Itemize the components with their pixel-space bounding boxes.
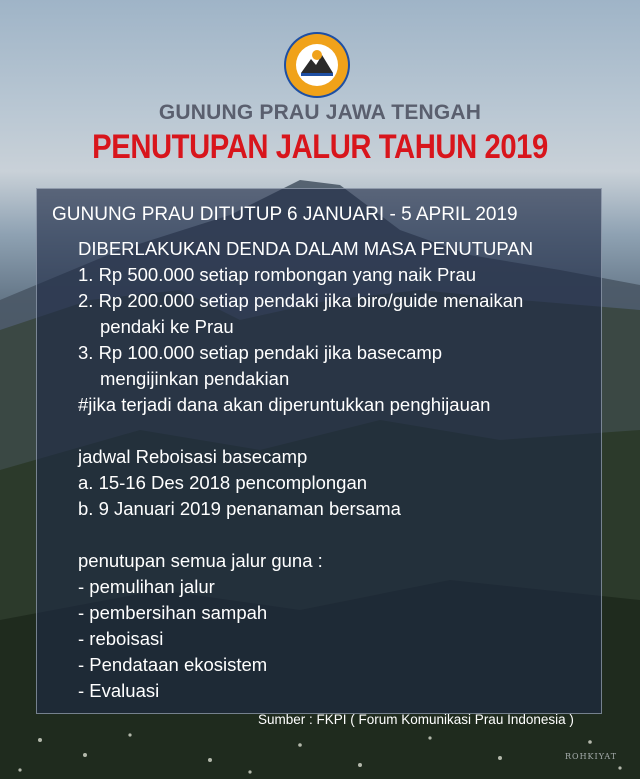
fine-item-2-continued: pendaki ke Prau: [100, 316, 234, 337]
closure-dates-heading: GUNUNG PRAU DITUTUP 6 JANUARI - 5 APRIL 2019: [52, 204, 518, 225]
reforestation-item-a: a. 15-16 Des 2018 pencomplongan: [78, 472, 368, 493]
reforestation-heading: jadwal Reboisasi basecamp: [78, 446, 308, 467]
source-credit: Sumber : FKPI ( Forum Komunikasi Prau Indonesia ): [258, 712, 574, 727]
fine-item-2: 2. Rp 200.000 setiap pendaki jika biro/guide menaikan: [78, 290, 524, 311]
gunung-prau-logo: [283, 31, 351, 99]
reforestation-item-b: b. 9 Januari 2019 penanaman bersama: [78, 498, 401, 519]
purpose-item: - reboisasi: [78, 628, 164, 649]
fines-heading: DIBERLAKUKAN DENDA DALAM MASA PENUTUPAN: [78, 238, 534, 259]
spacer: [78, 522, 598, 548]
page-subtitle: GUNUNG PRAU JAWA TENGAH: [158, 101, 482, 124]
purpose-item: - Pendataan ekosistem: [78, 654, 268, 675]
fine-item-3: 3. Rp 100.000 setiap pendaki jika basecamp: [78, 342, 443, 363]
purpose-heading: penutupan semua jalur guna :: [78, 550, 323, 571]
purpose-item: - pemulihan jalur: [78, 576, 215, 597]
spacer: [78, 418, 598, 444]
watermark: ROHKIYAT: [565, 752, 618, 761]
fine-item-3-continued: mengijinkan pendakian: [100, 368, 290, 389]
page-title: PENUTUPAN JALUR TAHUN 2019: [92, 128, 548, 166]
purpose-item: - Evaluasi: [78, 680, 160, 701]
announcement-text: [78, 236, 598, 704]
purpose-item: - pembersihan sampah: [78, 602, 268, 623]
fine-item-1: 1. Rp 500.000 setiap rombongan yang naik Prau: [78, 264, 477, 285]
fines-note: #jika terjadi dana akan diperuntukkan penghijauan: [78, 394, 491, 415]
